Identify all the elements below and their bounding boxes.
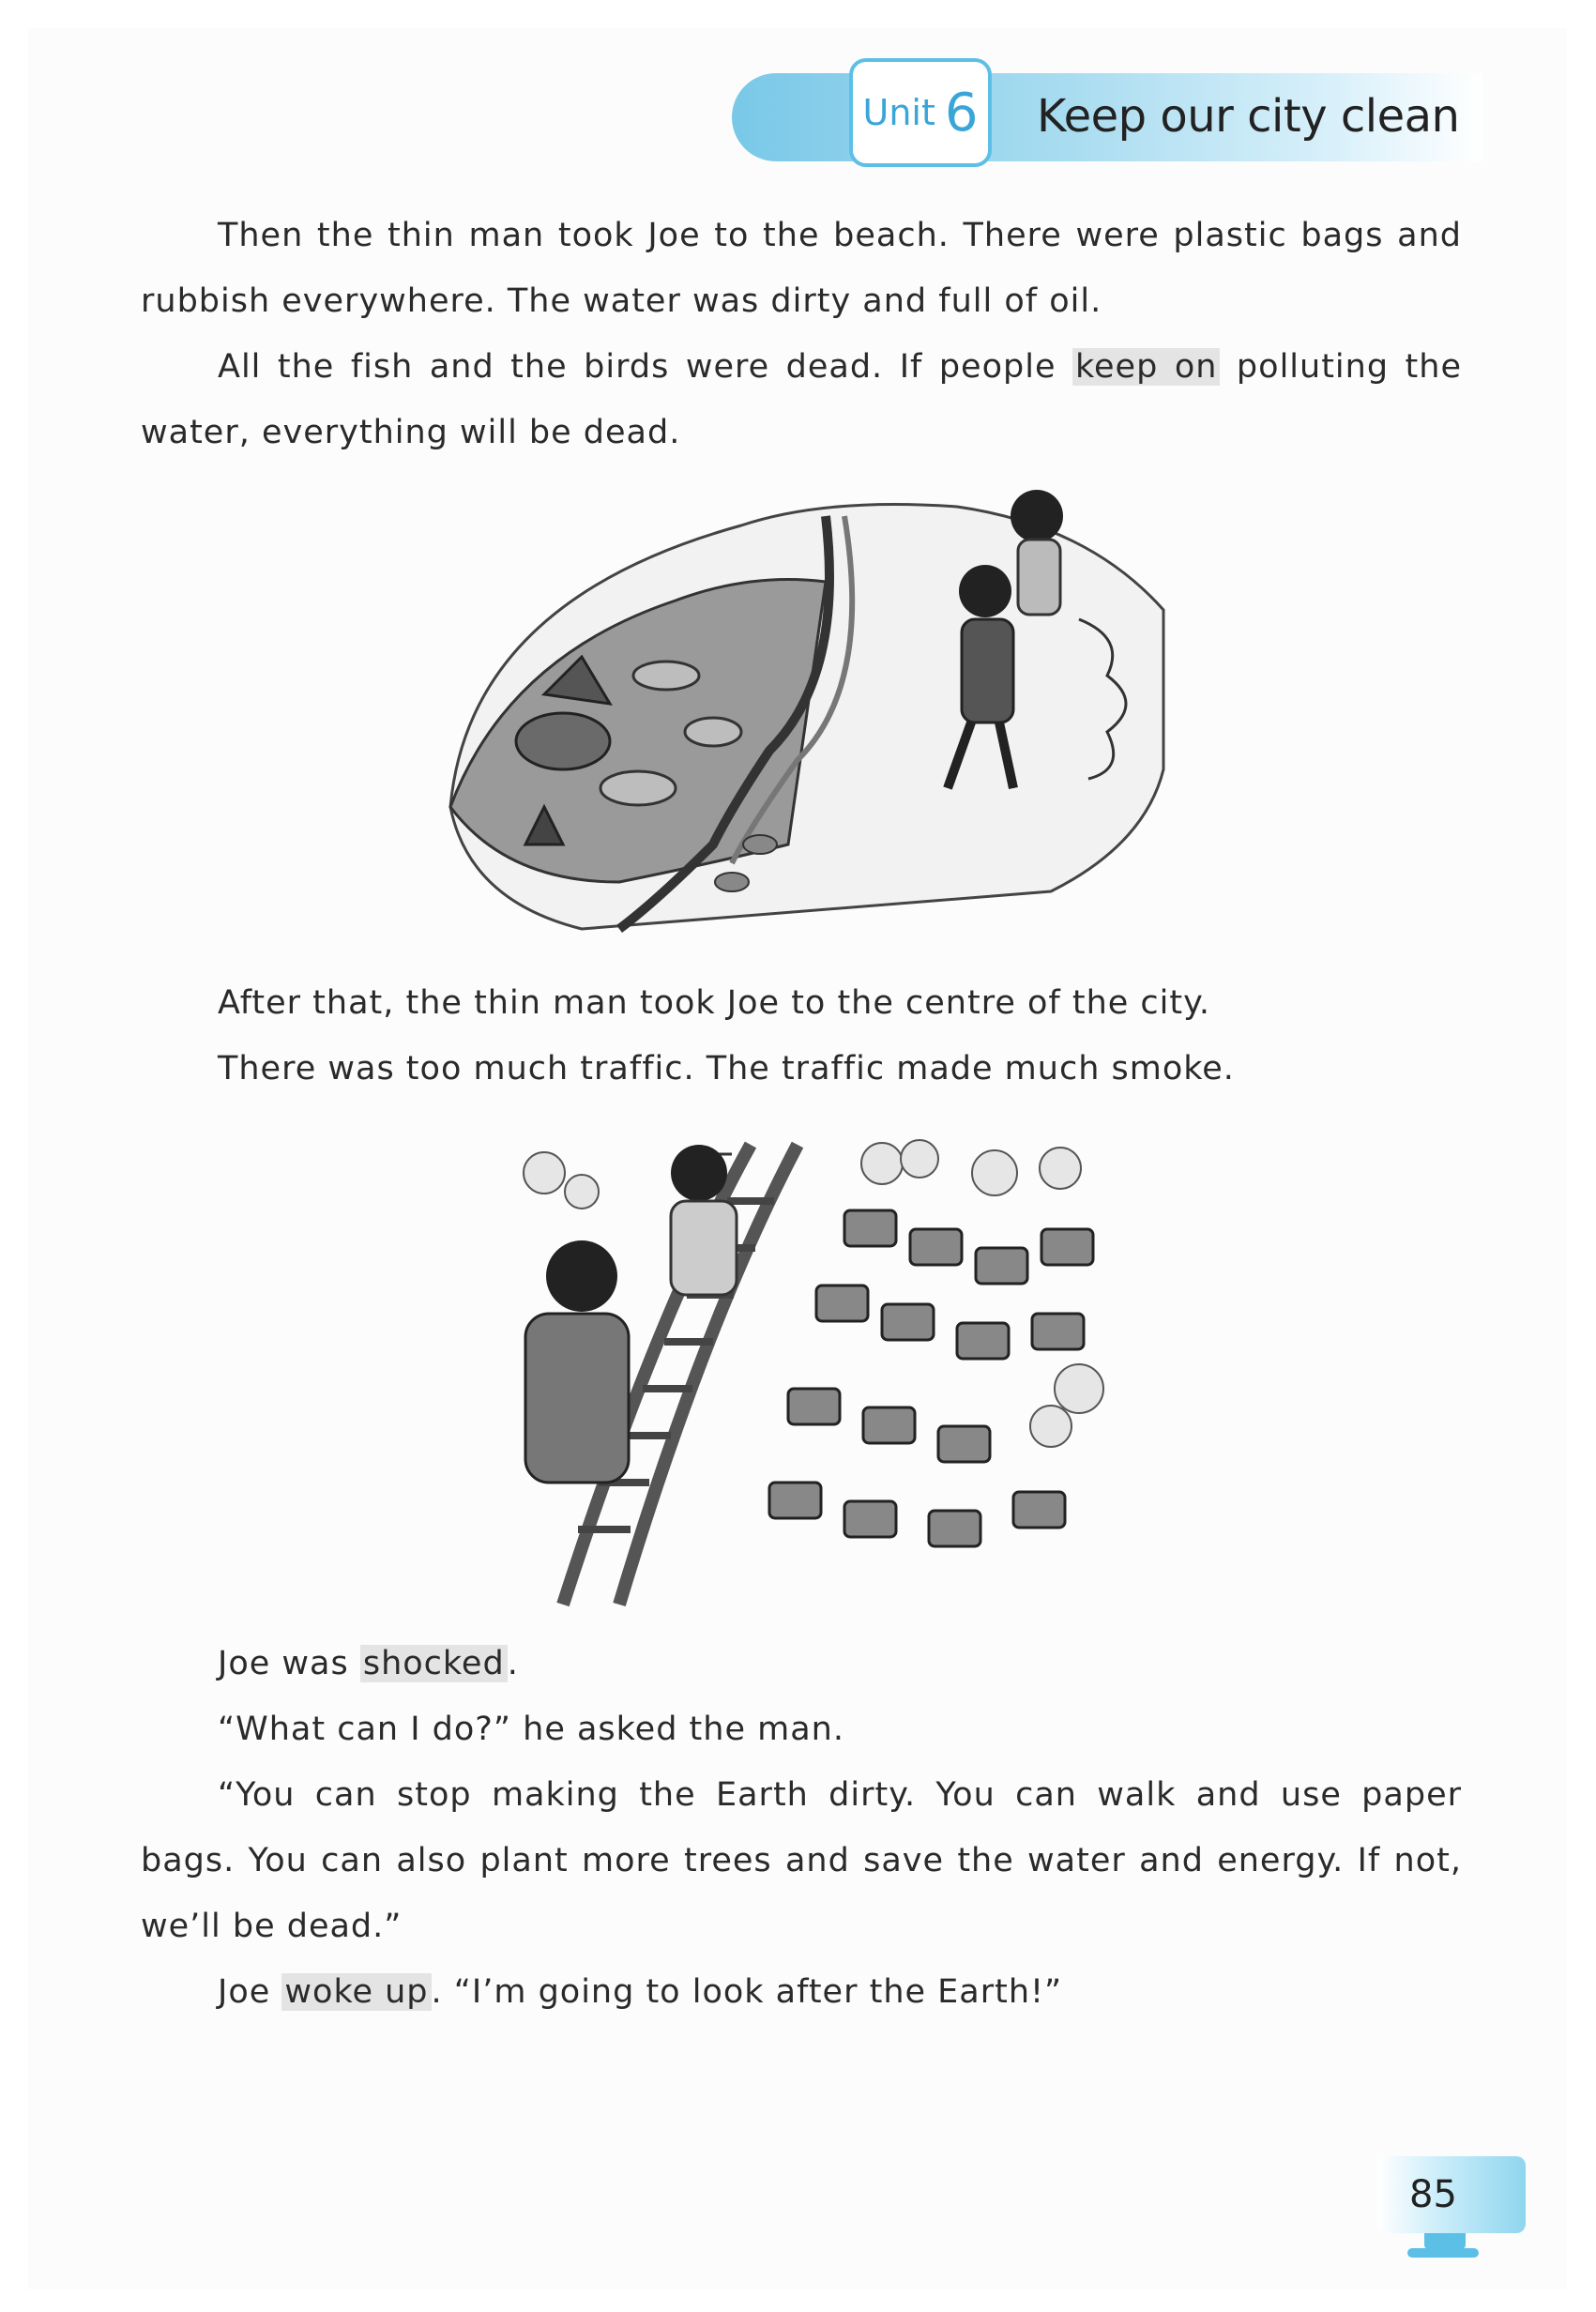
- story-paragraph-2: [141, 334, 1462, 465]
- story-paragraph-4: There was too much traffic. The traffic made much smoke.: [218, 1050, 1235, 1088]
- story-paragraph-7: “You can stop making the Earth dirty. You can walk and use paper bags. You can also plant more trees and save the water and energy. If not, we’ll be dead.”: [141, 1776, 1462, 1945]
- unit-word: Unit: [862, 92, 935, 133]
- text-segment: Joe was: [218, 1645, 360, 1682]
- text-segment: . “I’m going to look after the Earth!”: [431, 1973, 1063, 2011]
- highlighted-phrase: keep on: [1072, 348, 1220, 386]
- text-segment: All the fish and the birds were dead. If people: [218, 348, 1072, 386]
- city-traffic-illustration: [488, 1126, 1117, 1614]
- text-segment: .: [507, 1645, 519, 1682]
- unit-number: 6: [944, 82, 979, 144]
- unit-badge: [849, 58, 992, 167]
- highlighted-phrase: woke up: [281, 1973, 431, 2011]
- text-segment: polluting the water, everything will be dead.: [141, 348, 1462, 451]
- highlighted-word: shocked: [360, 1645, 508, 1682]
- unit-title: Keep our city clean: [1037, 90, 1460, 143]
- text-segment: Joe: [218, 1973, 282, 2011]
- story-paragraph-5: [218, 1631, 1466, 1696]
- story-paragraph-6: “What can I do?” he asked the man.: [218, 1711, 844, 1748]
- page-number-base: [1407, 2248, 1479, 2258]
- page-number: 85: [1409, 2173, 1457, 2216]
- story-paragraph-8: [218, 1959, 1466, 2025]
- story-paragraph-3: After that, the thin man took Joe to the centre of the city.: [218, 984, 1210, 1022]
- beach-pollution-illustration: [432, 488, 1173, 948]
- story-paragraph-1: Then the thin man took Joe to the beach. There were plastic bags and rubbish everywhere. The water was dirty and full of oil.: [141, 217, 1462, 320]
